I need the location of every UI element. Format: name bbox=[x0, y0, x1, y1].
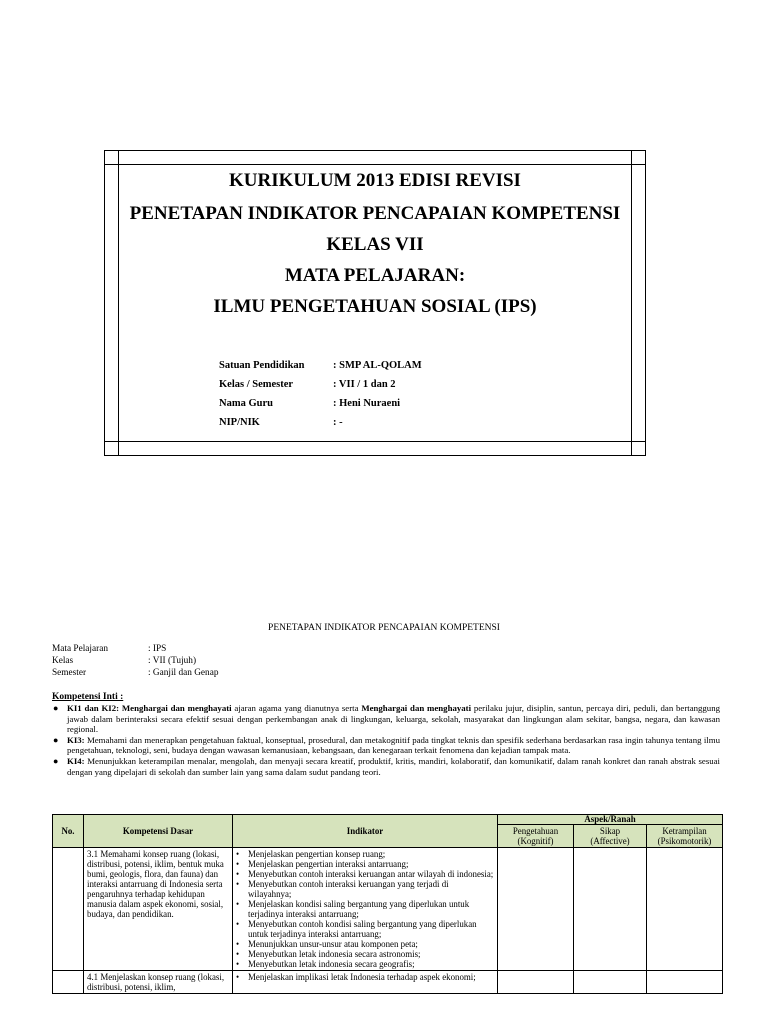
cover-title-line-2: PENETAPAN INDIKATOR PENCAPAIAN KOMPETENSI bbox=[129, 203, 621, 224]
bullet-icon: • bbox=[236, 849, 240, 859]
meta-label-semester: Semester bbox=[52, 668, 87, 678]
list-item bbox=[236, 939, 494, 949]
col-header-pengetahuan bbox=[498, 825, 574, 848]
list-item bbox=[236, 949, 494, 959]
bullet-icon: ● bbox=[53, 755, 59, 766]
cell-no bbox=[53, 848, 84, 971]
table-row bbox=[53, 848, 723, 971]
cell-kd: 4.1 Menjelaskan konsep ruang (lokasi, distribusi, potensi, iklim, bbox=[84, 971, 233, 994]
col-header-ketrampilan-line-1: Ketrampilan bbox=[662, 826, 707, 836]
bullet-icon: ● bbox=[53, 703, 59, 713]
indicator-text: Menjelaskan implikasi letak Indonesia terhadap aspek ekonomi; bbox=[248, 972, 476, 982]
col-header-ketrampilan bbox=[647, 825, 723, 848]
indicator-text: Menyebutkan contoh kondisi saling bergantung yang diperlukan untuk terjadinya interaksi antarruang; bbox=[248, 919, 477, 939]
col-header-kd: Kompetensi Dasar bbox=[84, 815, 233, 848]
cell-sikap bbox=[574, 971, 647, 994]
col-header-aspek: Aspek/Ranah bbox=[498, 815, 723, 825]
cover-title-line-4: MATA PELAJARAN: bbox=[284, 265, 466, 286]
bullet-icon: • bbox=[236, 869, 240, 879]
table-header-row-1 bbox=[53, 815, 723, 825]
bullet-icon: • bbox=[236, 899, 240, 909]
info-value-kelas: : VII / 1 dan 2 bbox=[333, 379, 396, 390]
ki-item-3-code: KI3: bbox=[67, 734, 85, 745]
ki-item-1 bbox=[52, 703, 720, 735]
indicator-text: Menyebutkan contoh interaksi keruangan yang terjadi di wilayahnya; bbox=[248, 879, 449, 899]
bullet-icon: • bbox=[236, 959, 240, 969]
indicator-text: Menjelaskan pengertian interaksi antarruang; bbox=[248, 859, 409, 869]
bullet-icon: • bbox=[236, 949, 240, 959]
ki-list bbox=[52, 703, 720, 777]
cell-pengetahuan bbox=[498, 971, 574, 994]
col-header-sikap-line-2: (Affective) bbox=[590, 836, 630, 846]
indicator-text: Menyebutkan letak indonesia secara astronomis; bbox=[248, 949, 421, 959]
ki-heading: Kompetensi Inti : bbox=[52, 692, 124, 702]
bullet-icon: • bbox=[236, 879, 240, 889]
col-header-indikator: Indikator bbox=[233, 815, 498, 848]
bullet-icon: ● bbox=[53, 734, 59, 745]
info-label-nip: NIP/NIK bbox=[219, 417, 260, 428]
ki-item-3-text: Memahami dan menerapkan pengetahuan faktual, konseptual, prosedural, dan metakognitif pada tingkat teknis dan spesifik sederhana berdasarkan rasa ingin tahunya tentang ilmu pengetahuan, teknologi, seni, budaya dengan wawasan kemanusiaan, kebangsaan, dan kenegaraan terkait fenomena dan kejadian tampak mata. bbox=[67, 734, 720, 756]
list-item bbox=[236, 849, 494, 859]
ki-item-4-text: Menunjukkan keterampilan menalar, mengolah, dan menyaji secara kreatif, produktif, kritis, mandiri, kolaboratif, dan komunikatif, dalam ranah konkret dan ranah abstrak sesuai dengan yang dipelajari di sekolah dan sumber lain yang sama dalam sudut pandang teori. bbox=[67, 755, 720, 777]
col-header-sikap-line-1: Sikap bbox=[599, 826, 621, 836]
cover-title-line-1: KURIKULUM 2013 EDISI REVISI bbox=[229, 170, 521, 191]
col-header-pengetahuan-line-1: Pengetahuan bbox=[512, 826, 559, 836]
cell-ketrampilan bbox=[647, 971, 723, 994]
col-header-pengetahuan-line-2: (Kognitif) bbox=[517, 836, 554, 846]
info-label-kelas: Kelas / Semester bbox=[219, 379, 294, 390]
cell-no bbox=[53, 971, 84, 994]
meta-value-kelas: : VII (Tujuh) bbox=[148, 656, 197, 666]
info-label-guru: Nama Guru bbox=[219, 398, 273, 409]
indicator-text: Menjelaskan kondisi saling bergantung yang diperlukan untuk terjadinya interaksi antarruang; bbox=[248, 899, 470, 919]
meta-value-semester: : Ganjil dan Genap bbox=[148, 668, 219, 678]
ki-item-1-text-2: perilaku jujur, disiplin, santun, percaya diri, peduli, dan bertanggung jawab dalam berinteraksi secara efektif sesuai dengan perkembangan anak di lingkungan, keluarga, sekolah, masyarakat dan lingkungan alam sekitar, bangsa, negara, dan kawasan regional. bbox=[67, 703, 720, 735]
col-header-no: No. bbox=[53, 815, 84, 848]
cell-ketrampilan bbox=[647, 848, 723, 971]
cell-kd: 3.1 Memahami konsep ruang (lokasi, distribusi, potensi, iklim, bentuk muka bumi, geologis, flora, dan fauna) dan interaksi antarruang di Indonesia serta pengaruhnya terhadap kehidupan manusia dalam aspek ekonomi, sosial, budaya, dan pendidikan. bbox=[84, 848, 233, 971]
list-item bbox=[236, 919, 494, 939]
indicator-text: Menjelaskan pengertian konsep ruang; bbox=[248, 849, 386, 859]
info-value-nip: : - bbox=[333, 417, 343, 428]
cell-sikap bbox=[574, 848, 647, 971]
ki-item-1-code: KI1 dan KI2: bbox=[67, 703, 120, 713]
ki-item-4-code: KI4: bbox=[67, 755, 85, 766]
ki-item-3 bbox=[52, 735, 720, 756]
list-item bbox=[236, 869, 494, 879]
table-row bbox=[53, 971, 723, 994]
cell-indikator bbox=[233, 971, 498, 994]
indicator-table bbox=[52, 814, 723, 994]
section-title: PENETAPAN INDIKATOR PENCAPAIAN KOMPETENSI bbox=[268, 623, 500, 633]
list-item bbox=[236, 899, 494, 919]
indicator-text: Menunjukkan unsur-unsur atau komponen peta; bbox=[248, 939, 418, 949]
list-item bbox=[236, 972, 494, 982]
indicator-text: Menyebutkan letak indonesia secara geografis; bbox=[248, 959, 415, 969]
cover-frame-top-rule bbox=[104, 164, 646, 165]
meta-label-mapel: Mata Pelajaran bbox=[52, 644, 109, 654]
cell-indikator bbox=[233, 848, 498, 971]
bullet-icon: • bbox=[236, 939, 240, 949]
info-label-satuan: Satuan Pendidikan bbox=[219, 360, 305, 371]
list-item bbox=[236, 879, 494, 899]
list-item bbox=[236, 959, 494, 969]
ki-item-1-emph-1: Menghargai dan menghayati bbox=[121, 703, 232, 713]
cell-pengetahuan bbox=[498, 848, 574, 971]
info-value-satuan: : SMP AL-QOLAM bbox=[333, 360, 422, 371]
meta-label-kelas: Kelas bbox=[52, 656, 74, 666]
ki-item-1-text-1: ajaran agama yang dianutnya serta bbox=[231, 703, 362, 713]
cover-frame-bottom-rule bbox=[104, 441, 646, 442]
cover-title-line-3: KELAS VII bbox=[326, 234, 424, 255]
col-header-sikap bbox=[574, 825, 647, 848]
bullet-icon: • bbox=[236, 972, 240, 982]
bullet-icon: • bbox=[236, 859, 240, 869]
ki-item-1-emph-2: Menghargai dan menghayati bbox=[361, 703, 472, 713]
cover-title-line-5: ILMU PENGETAHUAN SOSIAL (IPS) bbox=[213, 296, 537, 317]
list-item bbox=[236, 859, 494, 869]
info-value-guru: : Heni Nuraeni bbox=[333, 398, 401, 409]
indicator-text: Menyebutkan contoh interaksi keruangan antar wilayah di indonesia; bbox=[248, 869, 494, 879]
bullet-icon: • bbox=[236, 919, 240, 929]
ki-item-4 bbox=[52, 756, 720, 777]
col-header-ketrampilan-line-2: (Psikomotorik) bbox=[657, 836, 712, 846]
meta-value-mapel: : IPS bbox=[148, 644, 167, 654]
